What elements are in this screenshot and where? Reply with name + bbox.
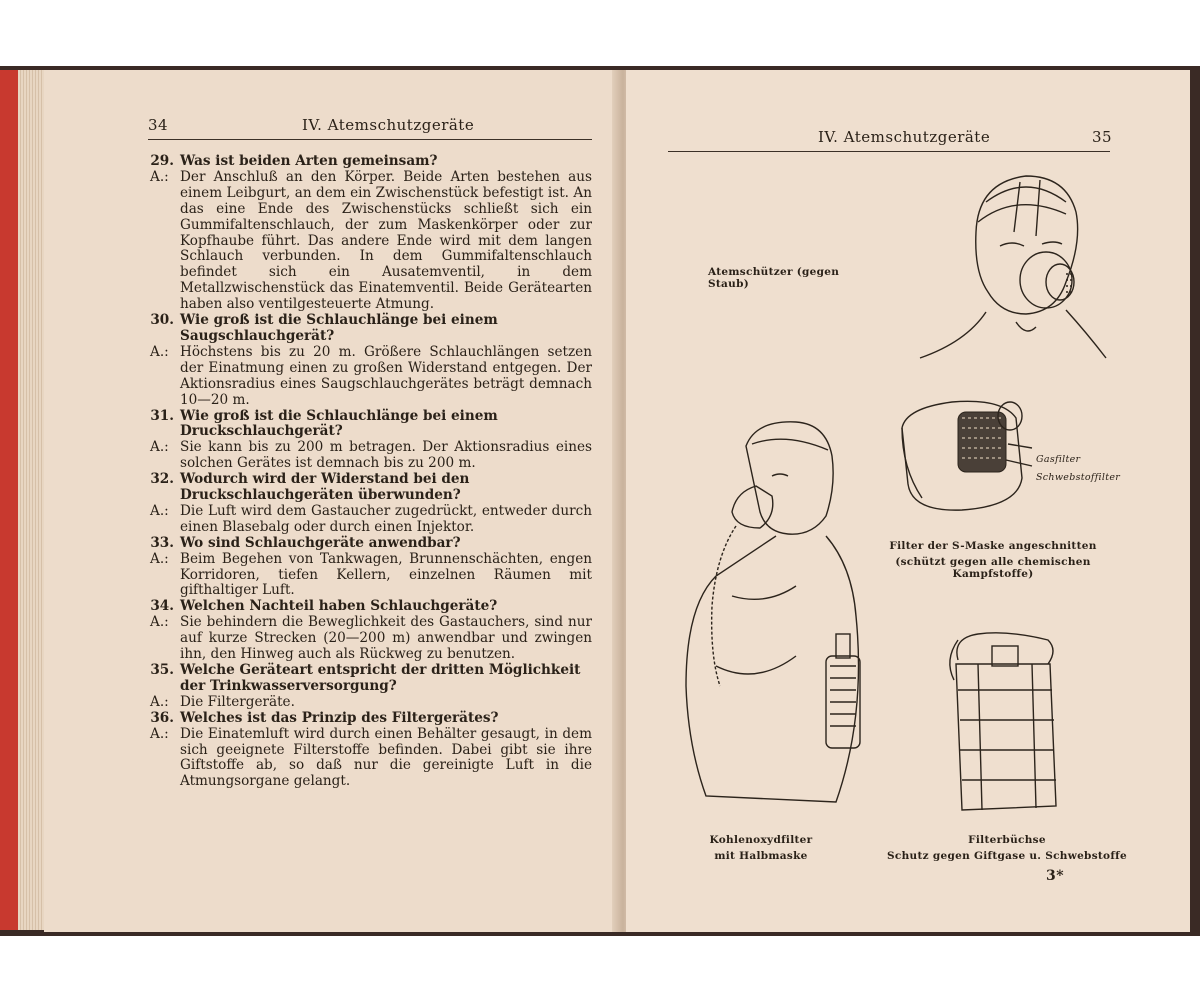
question-number: 34. [150, 598, 174, 615]
answer-text: Sie kann bis zu 200 m betragen. Der Aktionsradius eines solchen Gerätes ist demnach bis zu 200 m. [180, 439, 592, 472]
answer-label: A.: [150, 168, 169, 185]
question-text: Was ist beiden Arten gemeinsam? [180, 153, 438, 169]
qa-item [150, 599, 592, 663]
right-page [626, 70, 1190, 932]
co-filter-man-illustration [676, 416, 896, 816]
question-text: Welchen Nachteil haben Schlauchgeräte? [180, 598, 498, 615]
caption-box-line1: Filterbüchse [968, 834, 1046, 846]
answer-text: Die Luft wird dem Gastaucher zugedrückt, entweder durch einen Blasebalg oder durch einen Injektor. [180, 502, 592, 535]
label-particle-filter: Schwebstoffilter [1036, 472, 1121, 483]
question-number: 33. [150, 534, 174, 551]
qa-item [150, 313, 592, 408]
answer-text: Beim Begehen von Tankwagen, Brunnenschächten, engen Korridoren, tiefen Kellern, einzelnen Räumen mit gifthaltiger Luft. [180, 550, 592, 599]
s-mask-filter-illustration [892, 388, 1042, 528]
head-rule-right [668, 151, 1110, 152]
qa-item [150, 154, 592, 313]
answer-text: Höchstens bis zu 20 m. Größere Schlauchlängen setzen der Einatmung einen zu großen Widerstand entgegen. Der Aktionsradius eines Saugschlauchgerätes beträgt demnach 10—20 m. [180, 343, 592, 408]
question-number: 30. [150, 312, 174, 329]
open-book [0, 66, 1200, 936]
question-text: Wodurch wird der Widerstand bei den Druckschlauchgeräten überwunden? [180, 471, 470, 504]
caption-co-line2: mit Halbmaske [714, 850, 808, 862]
answer-text: Der Anschluß an den Körper. Beide Arten bestehen aus einem Leibgurt, an dem ein Zwischenstück befestigt ist. An das eine Ende des Zwischenstücks schließt sich ein Gummifaltenschlauch, der zum Maskenkörper oder zur Kopfhaube führt. Das andere Ende wird mit dem langen Schlauch verbunden. In dem Gummifaltenschlauch befindet sich ein Ausatemventil, in dem Metallzwischenstück das Einatemventil. Beide Gerätearten haben also ventilgesteuerte Atmung. [180, 168, 592, 313]
question-number: 31. [150, 407, 174, 424]
page-number-right: 35 [1092, 128, 1113, 146]
question-number: 32. [150, 471, 174, 488]
question-number: 35. [150, 662, 174, 678]
answer-label: A.: [150, 614, 169, 631]
answer-label: A.: [150, 439, 169, 456]
question-text: Welche Geräteart entspricht der dritten Möglichkeit der Trinkwasserversorgung? [180, 662, 581, 694]
filter-box-illustration [938, 620, 1068, 820]
caption-filter-line2: (schützt gegen alle chemischen Kampfstoffe) [895, 556, 1091, 580]
question-text: Welches ist das Prinzip des Filtergerätes? [180, 709, 499, 726]
question-text: Wie groß ist die Schlauchlänge bei einem Druckschlauchgerät? [180, 407, 498, 440]
question-number: 29. [150, 153, 174, 169]
qa-item [150, 409, 592, 473]
page-number-left: 34 [148, 116, 169, 134]
question-number: 36. [150, 709, 174, 726]
caption-dust-mask: Atemschützer (gegen Staub) [708, 266, 840, 290]
qa-item [150, 711, 592, 791]
running-head-right: IV. Atemschutzgeräte [818, 128, 991, 146]
caption-co-line1: Kohlenoxydfilter [709, 834, 813, 846]
answer-text: Sie behindern die Beweglichkeit des Gastauchers, sind nur auf kurze Strecken (20—200 m) anwendbar und zwingen ihn, den Hinweg auch als Rückweg zu benutzen. [180, 614, 592, 663]
answer-text: Die Filtergeräte. [180, 693, 295, 710]
qa-text [150, 154, 592, 790]
answer-text: Die Einatemluft wird durch einen Behälter gesaugt, in dem sich geeignete Filterstoffe befinden. Dabei gibt sie ihre Giftstoffe ab, so daß nur die gereinigte Luft in die Atmungsorgane gelangt. [180, 725, 592, 790]
answer-label: A.: [150, 502, 169, 519]
caption-box-line2: Schutz gegen Giftgase u. Schwebstoffe [887, 850, 1127, 862]
qa-item [150, 663, 592, 711]
label-gas-filter: Gasfilter [1036, 454, 1081, 465]
running-head-left: IV. Atemschutzgeräte [302, 116, 475, 134]
answer-label: A.: [150, 725, 169, 742]
qa-item [150, 472, 592, 536]
answer-label: A.: [150, 693, 169, 710]
signature-mark: 3* [1046, 868, 1065, 884]
answer-label: A.: [150, 550, 169, 567]
left-page [44, 70, 622, 932]
caption-filter-line1: Filter der S-Maske angeschnitten [889, 540, 1097, 552]
red-book-edge [0, 70, 18, 930]
answer-label: A.: [150, 343, 169, 360]
head-rule-left [148, 139, 592, 140]
dust-mask-illustration [916, 162, 1116, 362]
question-text: Wo sind Schlauchgeräte anwendbar? [180, 534, 461, 551]
question-text: Wie groß ist die Schlauchlänge bei einem Saugschlauchgerät? [180, 312, 498, 344]
qa-item [150, 536, 592, 600]
